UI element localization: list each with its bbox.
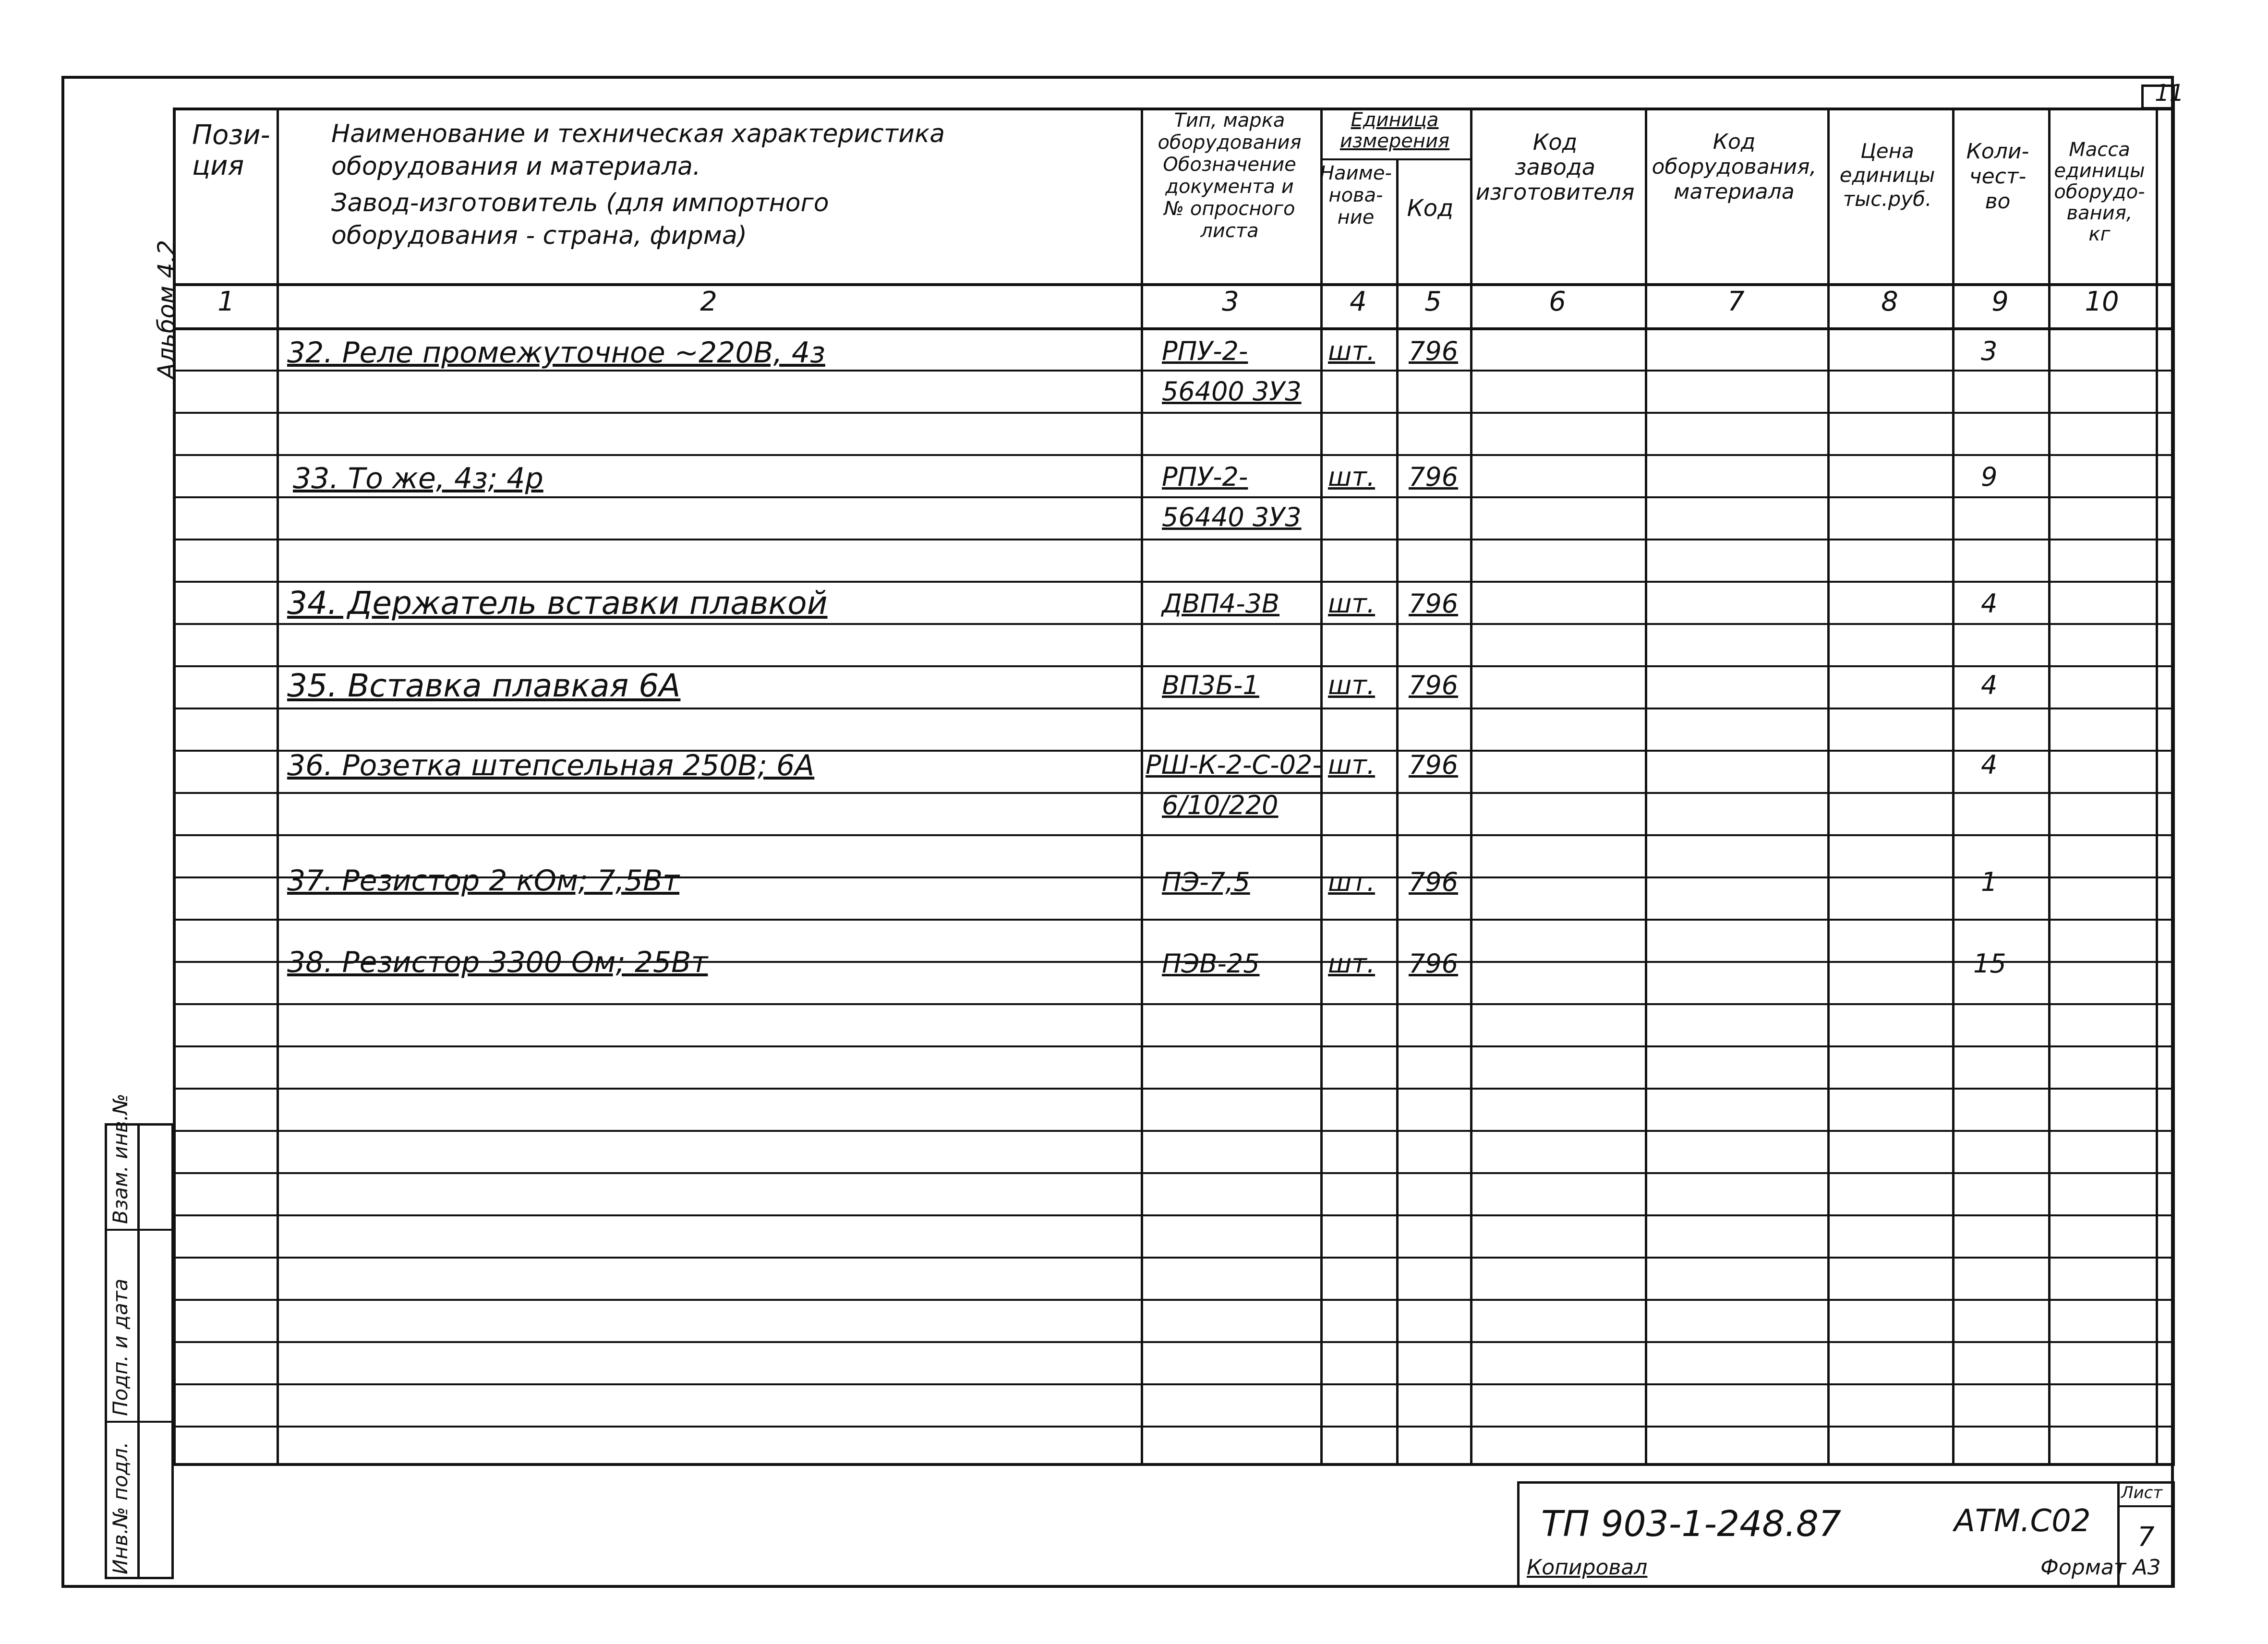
row-36-type-2: 6/10/220 — [1162, 790, 1279, 820]
col-div-4 — [1396, 158, 1399, 1463]
colnum-3: 3 — [1222, 286, 1239, 317]
row-32-unit: шт. — [1328, 336, 1375, 366]
header-col7: Код оборудования, материала — [1652, 130, 1817, 204]
header-col4: Наиме- нова- ние — [1320, 162, 1392, 228]
row-line — [176, 1426, 2172, 1428]
row-line — [176, 1130, 2172, 1132]
row-37-code: 796 — [1409, 867, 1459, 897]
row-37-type-1: ПЭ-7,5 — [1162, 867, 1250, 897]
row-35-code: 796 — [1409, 670, 1459, 700]
row-38-qty: 15 — [1973, 948, 2006, 979]
header-col2-line3: Завод-изготовитель (для импортного — [331, 189, 829, 217]
row-37-name: 37. Резистор 2 кОм; 7,5Вт — [287, 864, 680, 898]
header-col3: Тип, марка оборудования Обозначение документа и № опросного листа — [1158, 109, 1302, 242]
row-33-unit: шт. — [1328, 462, 1375, 492]
row-36-unit: шт. — [1328, 750, 1375, 780]
sheet-label: Лист — [2121, 1483, 2163, 1502]
row-33-type-2: 56440 3У3 — [1162, 502, 1302, 532]
row-34-type-1: ДВП4-3В — [1162, 588, 1280, 619]
colnum-2: 2 — [700, 286, 717, 317]
row-line — [176, 1045, 2172, 1047]
col-div-10 — [2156, 110, 2158, 1463]
row-35-qty: 4 — [1981, 670, 1998, 700]
colnum-10: 10 — [2085, 286, 2119, 317]
row-line — [176, 412, 2172, 414]
row-38-type-1: ПЭВ-25 — [1162, 948, 1260, 979]
side-stamp-sign: Подп. и дата — [109, 1278, 132, 1416]
row-35-unit: шт. — [1328, 670, 1375, 700]
row-33-code: 796 — [1409, 462, 1459, 492]
title-sheet-cut — [2117, 1505, 2175, 1507]
corner-number: 11 — [2155, 80, 2184, 107]
row-33-qty: 9 — [1981, 462, 1998, 492]
row-line — [176, 1003, 2172, 1005]
row-36-qty: 4 — [1981, 750, 1998, 780]
colnum-7: 7 — [1727, 286, 1745, 317]
row-line — [176, 496, 2172, 498]
row-34-name: 34. Держатель вставки плавкой — [287, 585, 828, 622]
row-32-name: 32. Реле промежуточное ~220В, 4з — [287, 336, 825, 370]
row-32-type-1: РПУ-2- — [1162, 336, 1248, 366]
row-line — [176, 454, 2172, 456]
colnum-5: 5 — [1424, 286, 1442, 317]
header-col5: Код — [1407, 195, 1454, 222]
row-line — [176, 1172, 2172, 1174]
row-32-code: 796 — [1409, 336, 1459, 366]
header-col10: Масса единицы оборудо- вания, кг — [2054, 139, 2145, 245]
row-line — [176, 623, 2172, 625]
row-33-name: 33. То же, 4з; 4р — [293, 462, 543, 495]
header-col2-line2: оборудования и материала. — [331, 152, 701, 181]
row-35-type-1: ВП3Б-1 — [1162, 670, 1259, 700]
side-stamp-inv: Инв.№ подл. — [109, 1441, 132, 1574]
row-line — [176, 539, 2172, 540]
row-line — [176, 581, 2172, 583]
row-line — [176, 370, 2172, 372]
row-37-unit: шт. — [1328, 867, 1375, 897]
row-38-code: 796 — [1409, 948, 1459, 979]
side-stamp-cut-1 — [105, 1229, 174, 1231]
row-34-code: 796 — [1409, 588, 1459, 619]
row-32-qty: 3 — [1981, 336, 1998, 366]
header-col1: Пози- ция — [192, 120, 270, 181]
unit-group-divider — [1320, 158, 1470, 160]
album-label: Альбом 4.2 — [153, 240, 181, 379]
side-stamp-cut-2 — [105, 1421, 174, 1423]
row-line — [176, 919, 2172, 921]
colnum-6: 6 — [1549, 286, 1566, 317]
row-line — [176, 708, 2172, 709]
colnum-4: 4 — [1350, 286, 1367, 317]
row-34-qty: 4 — [1981, 588, 1998, 619]
colnum-1: 1 — [217, 286, 235, 317]
row-line — [176, 1214, 2172, 1216]
colnum-8: 8 — [1881, 286, 1898, 317]
header-col6: Код завода изготовителя — [1475, 129, 1635, 205]
row-line — [176, 1383, 2172, 1385]
row-32-type-2: 56400 3У3 — [1162, 376, 1302, 407]
header-col9: Коли- чест- во — [1966, 139, 2029, 214]
row-line — [176, 1257, 2172, 1259]
copied-label: Копировал — [1527, 1555, 1648, 1580]
row-36-type-1: РШ-К-2-С-02- — [1146, 750, 1322, 780]
row-37-qty: 1 — [1981, 867, 1998, 897]
format-label: Формат А3 — [2040, 1555, 2161, 1580]
side-stamp-divider — [137, 1123, 140, 1579]
row-38-name: 38. Резистор 3300 Ом; 25Вт — [287, 946, 708, 979]
row-36-name: 36. Розетка штепсельная 250В; 6А — [287, 749, 815, 782]
side-stamp-replace: Взам. инв.№ — [109, 1093, 132, 1224]
header-unit-group: Единица измерения — [1339, 109, 1450, 152]
doc-mark: АТМ.С02 — [1954, 1503, 2091, 1539]
colnum-9: 9 — [1991, 286, 2009, 317]
header-col2-line4: оборудования - страна, фирма) — [331, 221, 747, 250]
sheet-number: 7 — [2137, 1522, 2155, 1553]
row-line — [176, 1341, 2172, 1343]
row-line — [176, 1088, 2172, 1090]
row-33-type-1: РПУ-2- — [1162, 462, 1248, 492]
header-col2-line1: Наименование и техническая характеристика — [331, 120, 945, 148]
doc-code: ТП 903-1-248.87 — [1541, 1503, 1842, 1545]
row-34-unit: шт. — [1328, 588, 1375, 619]
numbers-row-line — [176, 327, 2172, 330]
row-line — [176, 1299, 2172, 1301]
row-36-code: 796 — [1409, 750, 1459, 780]
row-35-name: 35. Вставка плавкая 6А — [287, 667, 681, 704]
header-col8: Цена единицы тыс.руб. — [1839, 139, 1935, 211]
row-38-unit: шт. — [1328, 948, 1375, 979]
row-line — [176, 834, 2172, 836]
